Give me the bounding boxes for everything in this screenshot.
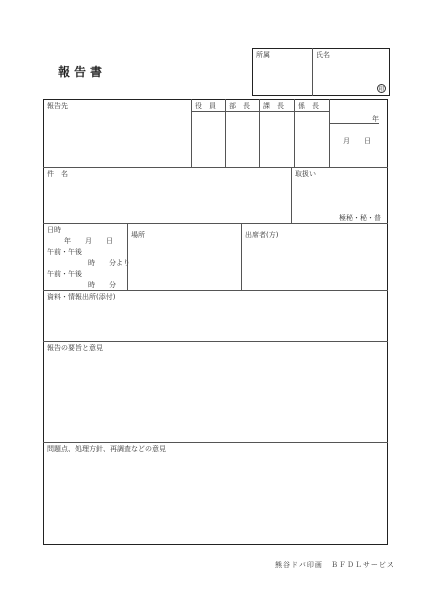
approval-divider-4 bbox=[329, 99, 330, 167]
dept-label: 所属 bbox=[256, 51, 270, 59]
row-divider-sources bbox=[43, 290, 388, 291]
place-label: 場所 bbox=[131, 231, 145, 239]
date-year-line bbox=[329, 123, 379, 124]
datetime-date: 年 月 日 bbox=[64, 237, 113, 245]
attendees-label: 出席者(方) bbox=[245, 231, 279, 239]
handling-divider bbox=[291, 167, 292, 223]
affiliation-name-divider bbox=[312, 48, 313, 96]
approval-divider-2 bbox=[259, 99, 260, 167]
approval-divider-1 bbox=[225, 99, 226, 167]
footer-credit: 熊谷ドバ印画 ＢＦＤＬサービス bbox=[275, 561, 395, 569]
row-divider-datetime bbox=[43, 223, 388, 224]
date-year-label: 年 bbox=[372, 115, 379, 123]
datetime-ampm-start: 午前・午後 bbox=[47, 248, 82, 256]
datetime-time-start: 時 分より bbox=[88, 259, 130, 267]
handling-label: 取扱い bbox=[295, 170, 316, 178]
page-title: 報告書 bbox=[58, 65, 107, 79]
attendees-divider bbox=[241, 223, 242, 290]
subject-label: 件 名 bbox=[47, 170, 68, 178]
approval-header-line bbox=[191, 111, 329, 112]
approval-divider-3 bbox=[294, 99, 295, 167]
approval-col-executive: 役 員 bbox=[195, 102, 216, 110]
summary-label: 報告の要旨と意見 bbox=[47, 344, 103, 352]
row-divider-subject bbox=[43, 167, 388, 168]
seal-mark: 印 bbox=[378, 86, 385, 93]
approval-col-manager: 課 長 bbox=[263, 102, 284, 110]
datetime-ampm-end: 午前・午後 bbox=[47, 270, 82, 278]
approval-divider-0 bbox=[191, 99, 192, 167]
report-form bbox=[43, 99, 388, 545]
handling-options: 極秘・秘・普 bbox=[339, 214, 381, 222]
approval-col-chief: 係 長 bbox=[298, 102, 319, 110]
sources-label: 資料・情報出所(添付) bbox=[47, 293, 116, 301]
place-divider bbox=[127, 223, 128, 290]
row-divider-issues bbox=[43, 442, 388, 443]
row-divider-summary bbox=[43, 341, 388, 342]
approval-col-director: 部 長 bbox=[229, 102, 250, 110]
date-month-day-label: 月 日 bbox=[343, 137, 371, 145]
issues-label: 問題点、処理方針、再調査などの意見 bbox=[47, 445, 166, 453]
report-to-label: 報告先 bbox=[47, 102, 68, 110]
name-label: 氏名 bbox=[316, 51, 330, 59]
datetime-label: 日時 bbox=[47, 226, 61, 234]
datetime-time-end: 時 分 bbox=[88, 281, 116, 289]
